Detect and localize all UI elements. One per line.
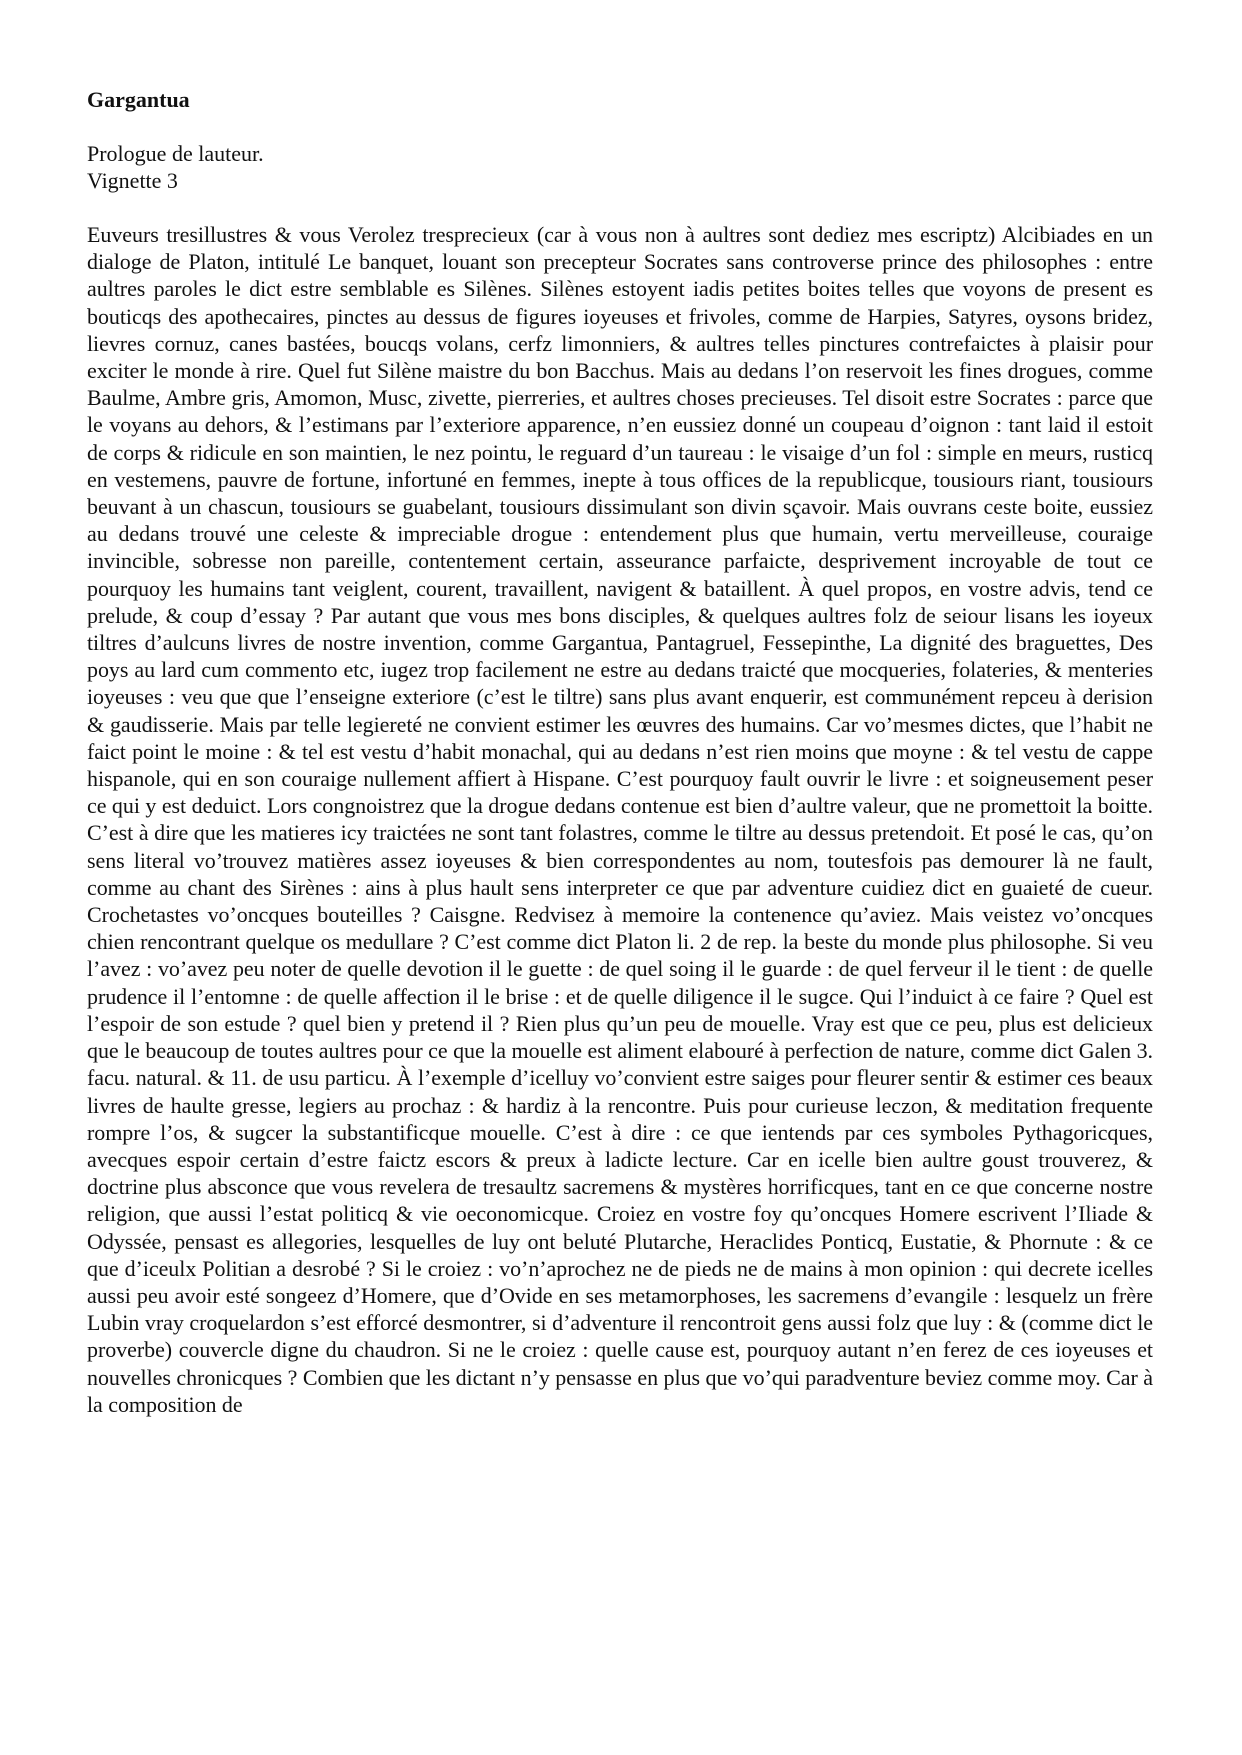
body-paragraph: Euveurs tresillustres & vous Verolez tresprecieux (car à vous non à aultres sont dediez mes escriptz) Alcibiades en un dialoge de Platon, intitulé Le banquet, louant son precepteur Socrates sans controverse prince des philosophes : entre aultres paroles le dict estre semblable es Silènes. Silènes estoyent iadis petites boites telles que voyons de present es bouticqs des apothecaires, pinctes au dessus de figures ioyeuses et frivoles, comme de Harpies, Satyres, oysons bridez, lievres cornuz, canes bastées, boucqs volans, cerfz limonniers, & aultres telles pinctures contrefaictes à plaisir pour exciter le monde à rire. Quel fut Silène maistre du bon Bacchus. Mais au dedans l’on reservoit les fines drogues, comme Baulme, Ambre gris, Amomon, Musc, zivette, pierreries, et aultres choses precieuses. Tel disoit estre Socrates : parce que le voyans au dehors, & l’estimans par l’exteriore apparence, n’en eussiez donné un coupeau d’oignon : tant laid il estoit de corps & ridicule en son maintien, le nez pointu, le reguard d’un taureau : le visaige d’un fol : simple en meurs, rusticq en vestemens, pauvre de fortune, infortuné en femmes, inepte à tous offices de la republicque, tousiours riant, tousiours beuvant à un chascun, tousiours se guabelant, tousiours dissimulant son divin sçavoir. Mais ouvrans ceste boite, eussiez au dedans trouvé une celeste & impreciable drogue : entendement plus que humain, vertu merveilleuse, couraige invincible, sobresse non pareille, contentement certain, asseurance parfaicte, desprivement incroyable de tout ce pourquoy les humains tant veiglent, courent, travaillent, navigent & bataillent. À quel propos, en vostre advis, tend ce prelude, & coup d’essay ? Par autant que vous mes bons disciples, & quelques aultres folz de seiour lisans les ioyeux tiltres d’aulcuns livres de nostre invention, comme Gargantua, Pantagruel, Fessepinthe, La dignité des braguettes, Des poys au lard cum commento etc, iugez trop facilement ne estre au dedans traicté que mocqueries, folateries, & menteries ioyeuses : veu que que l’enseigne exteriore (c’est le tiltre) sans plus avant enquerir, est communément repceu à derision & gaudisserie. Mais par telle legiereté ne convient estimer les œuvres des humains. Car vo’mesmes dictes, que l’habit ne faict point le moine : & tel est vestu d’habit monachal, qui au dedans n’est rien moins que moyne : & tel vestu de cappe hispanole, qui en son couraige nullement affiert à Hispane. C’est pourquoy fault ouvrir le livre : et soigneusement peser ce qui y est deduict. Lors congnoistrez que la drogue dedans contenue est bien d’aultre valeur, que ne promettoit la boitte. C’est à dire que les matieres icy traictées ne sont tant folastres, comme le tiltre au dessus pretendoit. Et posé le cas, qu’on sens literal vo’trouvez matières assez ioyeuses & bien correspondentes au nom, toutesfois pas demourer là ne fault, comme au chant des Sirènes : ains à plus hault sens interpreter ce que par adventure cuidiez dict en guaieté de cueur. Crochetastes vo’oncques bouteilles ? Caisgne. Redvisez à memoire la contenence qu’aviez. Mais veistez vo’oncques chien rencontrant quelque os medullare ? C’est comme dict Platon li. 2 de rep. la beste du monde plus philosophe. Si veu l’avez : vo’avez peu noter de quelle devotion il le guette : de quel soing il le guarde : de quel ferveur il le tient : de quelle prudence il l’entomne : de quelle affection il le brise : et de quelle diligence il le sugce. Qui l’induict à ce faire ? Quel est l’espoir de son estude ? quel bien y pretend il ? Rien plus qu’un peu de mouelle. Vray est que ce peu, plus est delicieux que le beaucoup de toutes aultres pour ce que la mouelle est aliment elabouré à perfection de nature, comme dict Galen 3. facu. natural. & 11. de usu particu. À l’exemple d’icelluy vo’convient estre saiges pour fleurer sentir & estimer ces beaux livres de haulte gresse, legiers au prochaz : & hardiz à la rencontre. Puis pour curieuse leczon, & meditation frequente rompre l’os, & sugcer la substantificque mouelle. C’est à dire : ce que ientends par ces symboles Pythagoricques, avecques espoir certain d’estre faictz escors & preux à ladicte lecture. Car en icelle bien aultre goust trouverez, & doctrine plus absconce que vous revelera de tresaultz sacremens & mystères horrificques, tant en ce que concerne nostre religion, que aussi l’estat politicq & vie oeconomicque. Croiez en vostre foy qu’oncques Homere escrivent l’Iliade & Odyssée, pensast es allegories, lesquelles de luy ont beluté Plutarche, Heraclides Ponticq, Eustatie, & Phornute : & ce que d’iceulx Politian a desrobé ? Si le croiez : vo’n’aprochez ne de pieds ne de mains à mon opinion : qui decrete icelles aussi peu avoir esté songeez d’Homere, que d’Ovide en ses metamorphoses, les sacremens d’evangile : lesquelz un frère Lubin vray croquelardon s’est efforcé desmontrer, si d’adventure il rencontroit gens aussi folz que luy : & (comme dict le proverbe) couvercle digne du chaudron. Si ne le croiez : quelle cause est, pourquoy autant n’en ferez de ces ioyeuses et nouvelles chronicques ? Combien que les dictant n’y pensasse en plus que vo’qui paradventure beviez comme moy. Car à la composition de <box>87 222 1153 1417</box>
prologue-heading: Prologue de lauteur. <box>87 141 264 166</box>
document-title: Gargantua <box>87 87 190 112</box>
document-page <box>87 86 1153 1418</box>
vignette-label: Vignette 3 <box>87 168 178 193</box>
paragraph-spacer <box>87 194 1153 221</box>
